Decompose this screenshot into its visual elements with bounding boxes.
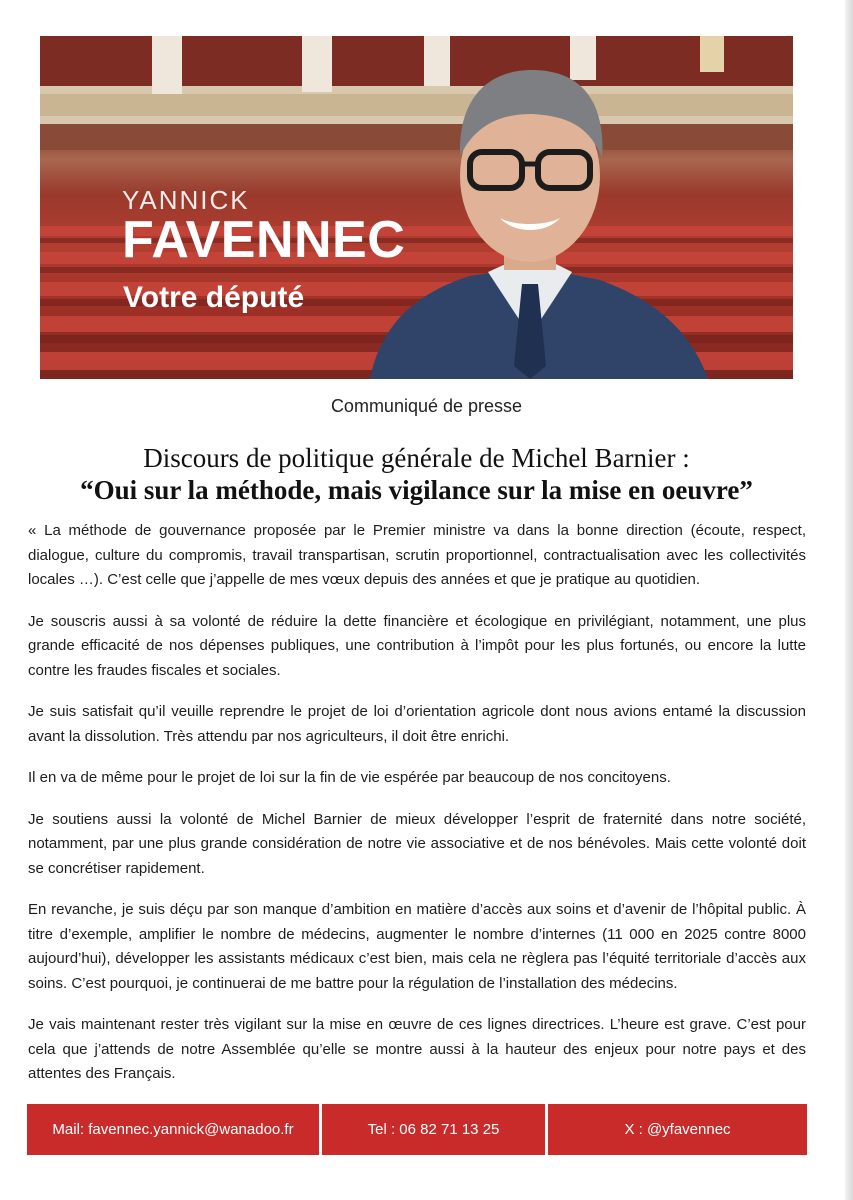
paragraph: En revanche, je suis déçu par son manque d’ambition en matière d’accès aux soins et d’avenir de l’hôpital public. À titre d’exemple, amplifier le nombre de médecins, augmenter le nombre d’internes (11 000 en 2025 contre 8000 aujourd’hui), développer les assistants médicaux c’est bien, mais cela ne règlera pas l’équité territoriale d’accès aux soins. C’est pourquoi, je continuerai de me battre pour la régulation de l’installation des médecins. <box>28 901 806 992</box>
headline-line-2: “Oui sur la méthode, mais vigilance sur la mise en oeuvre” <box>80 475 753 505</box>
banner-title <box>122 186 405 316</box>
press-release-body <box>28 519 806 1104</box>
paragraph: Il en va de même pour le projet de loi sur la fin de vie espérée par beaucoup de nos concitoyens. <box>28 769 671 786</box>
paragraph: Je souscris aussi à sa volonté de réduire la dette financière et écologique en privilégiant, notamment, une plus grande efficacité de nos dépenses publiques, une contribution à l’impôt pour les plus fortunés, ou encore la lutte contre les fraudes fiscales et sociales. <box>28 612 806 679</box>
contact-x: X : @yfavennec <box>548 1104 807 1155</box>
paragraph: Je soutiens aussi la volonté de Michel Barnier de mieux développer l’esprit de fraternité dans notre société, notamment, par une plus grande considération de notre vie associative et de nos bénévoles. Mais cette volonté doit se concrétiser rapidement. <box>28 810 806 877</box>
contact-tel: Tel : 06 82 71 13 25 <box>322 1104 545 1155</box>
header-banner <box>40 36 793 379</box>
banner-role: Votre député <box>123 281 305 314</box>
paragraph: Je suis satisfait qu’il veuille reprendre le projet de loi d’orientation agricole dont nous avions entamé la discussion avant la dissolution. Très attendu par nos agriculteurs, il doit être enrichi. <box>28 703 806 745</box>
headline <box>20 442 813 506</box>
banner-first-name: YANNICK <box>122 185 250 215</box>
paragraph: « La méthode de gouvernance proposée par le Premier ministre va dans la bonne direction (écoute, respect, dialogue, culture du compromis, travail transpartisan, scrutin proportionnel, contractualisation avec les collectivités locales …). C’est celle que j’appelle de mes vœux depuis des années et que je pratique au quotidien. <box>28 522 806 588</box>
page-edge <box>845 0 853 1200</box>
headline-line-1: Discours de politique générale de Michel Barnier : <box>143 443 690 473</box>
paragraph: Je vais maintenant rester très vigilant sur la mise en œuvre de ces lignes directrices. L’heure est grave. C’est pour cela que j’attends de notre Assemblée qu’elle se montre aussi à la hauteur des enjeux pour notre pays et des attentes des Français. <box>28 1016 806 1082</box>
banner-last-name: FAVENNEC <box>122 211 406 269</box>
contact-footer <box>27 1104 807 1155</box>
contact-mail: Mail: favennec.yannick@wanadoo.fr <box>27 1104 319 1155</box>
document-type-label: Communiqué de presse <box>330 396 523 416</box>
